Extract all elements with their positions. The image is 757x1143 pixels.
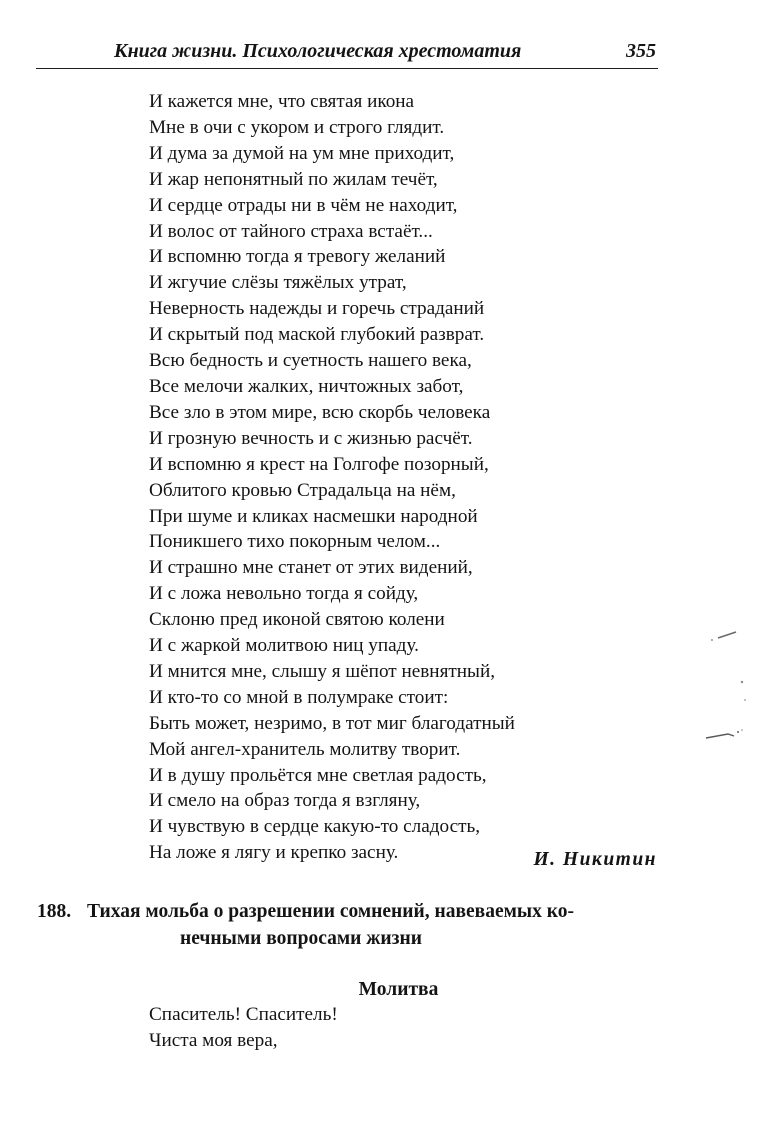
poem-line: И в душу прольётся мне светлая радость, [149,764,487,786]
poem-line: И дума за думой на ум мне приходит, [149,142,455,164]
poem-line: И с жаркой молитвою ниц упаду. [149,635,419,657]
poem-text [149,89,515,866]
section-title-line-1: Тихая мольба о разрешении сомнений, навеваемых ко- [87,901,574,922]
poem-line: И вспомню тогда я тревогу желаний [149,246,446,268]
poem-line: И чувствую в сердце какую-то сладость, [149,816,481,838]
poem-line: И мнится мне, слышу я шёпот невнятный, [149,660,496,682]
poem-line: На ложе я лягу и крепко засну. [149,842,399,864]
section-subheading: Молитва [358,979,439,1000]
poem-line: Склоню пред иконой святою колени [149,609,445,631]
section-title-line-2: нечными вопросами жизни [180,928,422,949]
prayer-line: Спаситель! Спаситель! [149,1004,338,1025]
poem-line: Быть может, незримо, в тот миг благодатный [149,712,515,734]
poem-line: При шуме и кликах насмешки народной [149,505,478,527]
poem-line: Облитого кровью Страдальца на нём, [149,479,456,501]
poem-line: И с ложа невольно тогда я сойду, [149,583,419,605]
poem-line: И волос от тайного страха встаёт... [149,220,433,242]
poem-line: Мне в очи с укором и строго глядит. [149,116,445,138]
running-title: Книга жизни. Психологическая хрестоматия [114,40,522,62]
section-number: 188. [37,901,72,922]
poem-line: Все мелочи жалких, ничтожных забот, [149,375,464,397]
poem-line: И смело на образ тогда я взгляну, [149,790,421,812]
poem-line: Неверность надежды и горечь страданий [149,298,485,320]
poem-line: И кажется мне, что святая икона [149,91,415,112]
prayer-line: Чиста моя вера, [149,1030,278,1051]
poem-line: И сердце отрады ни в чём не находит, [149,194,458,216]
poem-line: Всю бедность и суетность нашего века, [149,350,472,372]
poem-line: И скрытый под маской глубокий разврат. [149,324,485,346]
poem-line: Мой ангел-хранитель молитву творит. [149,738,461,760]
poem-line: И вспомню я крест на Голгофе позорный, [149,453,489,475]
scan-specks-decoration [690,620,750,760]
poem-line: И кто-то со мной в полумраке стоит: [149,686,449,708]
poem-line: И жар непонятный по жилам течёт, [149,168,438,190]
prayer-text [149,1002,338,1054]
poem-line: Поникшего тихо покорным челом... [149,531,441,553]
running-header [36,38,658,69]
poem-line: И грозную вечность и с жизнью расчёт. [149,427,473,449]
poem-line: Все зло в этом мире, всю скорбь человека [149,401,491,423]
poem-line: И жгучие слёзы тяжёлых утрат, [149,272,407,294]
poem-author: И. Никитин [533,849,657,870]
poem-line: И страшно мне станет от этих видений, [149,557,473,579]
page-number: 355 [626,40,656,62]
